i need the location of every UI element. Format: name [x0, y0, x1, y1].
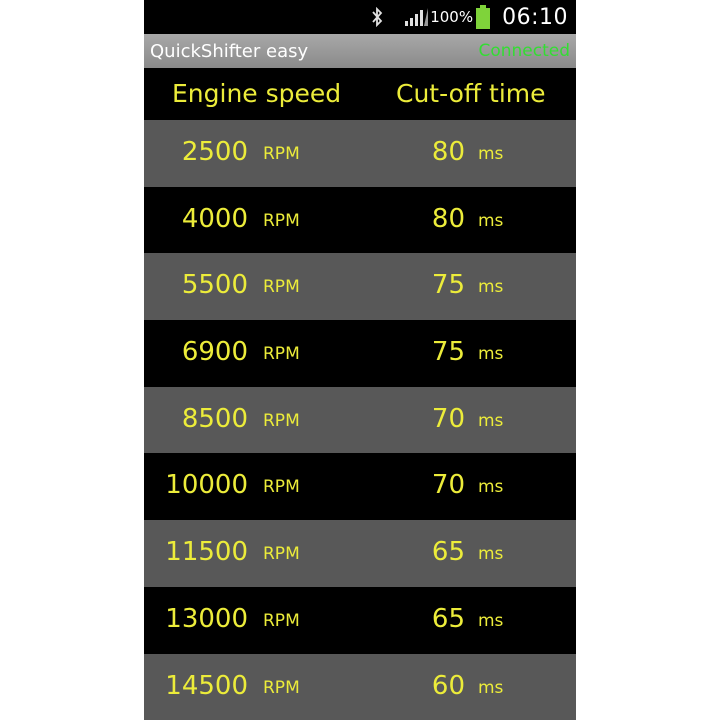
rpm-unit: RPM	[263, 610, 300, 631]
cutoff-value: 60	[431, 670, 465, 701]
rpm-unit: RPM	[263, 677, 300, 698]
rpm-unit: RPM	[263, 544, 300, 565]
cutoff-value: 65	[431, 537, 465, 568]
table-row[interactable]	[144, 520, 576, 587]
rpm-value: 4000	[181, 203, 248, 234]
shift-table	[144, 120, 576, 720]
app-title: QuickShifter easy	[150, 40, 309, 62]
battery-percent: 100%	[430, 8, 474, 26]
table-row[interactable]	[144, 253, 576, 320]
rpm-value: 11500	[165, 537, 248, 568]
table-row[interactable]	[144, 453, 576, 520]
ms-unit: ms	[478, 544, 504, 565]
table-row[interactable]	[144, 587, 576, 654]
cutoff-value: 70	[431, 470, 465, 501]
rpm-value: 6900	[181, 337, 248, 368]
ms-unit: ms	[478, 144, 504, 164]
ms-unit: ms	[478, 344, 504, 365]
rpm-value: 2500	[181, 137, 248, 167]
rpm-unit: RPM	[263, 477, 300, 498]
rpm-value: 5500	[181, 270, 248, 301]
battery-icon	[476, 5, 490, 29]
ms-unit: ms	[478, 610, 504, 631]
rpm-value: 10000	[165, 470, 248, 501]
engine-speed-header: Engine speed	[172, 79, 342, 108]
table-row[interactable]	[144, 120, 576, 187]
rpm-value: 8500	[181, 403, 248, 434]
rpm-unit: RPM	[263, 144, 300, 164]
cutoff-value: 75	[431, 270, 465, 301]
status-bar	[144, 0, 576, 34]
clock: 06:10	[502, 4, 568, 30]
bluetooth-icon	[370, 7, 384, 27]
rpm-unit: RPM	[263, 344, 300, 365]
rpm-unit: RPM	[263, 410, 300, 431]
ms-unit: ms	[478, 210, 504, 231]
cutoff-time-header: Cut-off time	[396, 79, 546, 108]
ms-unit: ms	[478, 277, 504, 298]
signal-icon	[404, 8, 428, 26]
table-row[interactable]	[144, 387, 576, 454]
ms-unit: ms	[478, 677, 504, 698]
ms-unit: ms	[478, 410, 504, 431]
cutoff-value: 65	[431, 603, 465, 634]
rpm-unit: RPM	[263, 277, 300, 298]
rpm-value: 13000	[165, 603, 248, 634]
table-row[interactable]	[144, 654, 576, 720]
cutoff-value: 70	[431, 403, 465, 434]
cutoff-value: 80	[431, 137, 465, 167]
table-row[interactable]	[144, 187, 576, 254]
cutoff-value: 80	[431, 203, 465, 234]
connection-status: Connected	[478, 41, 570, 61]
app-title-bar	[144, 34, 576, 68]
phone-screen	[144, 0, 576, 720]
ms-unit: ms	[478, 477, 504, 498]
rpm-unit: RPM	[263, 210, 300, 231]
table-row[interactable]	[144, 320, 576, 387]
rpm-value: 14500	[165, 670, 248, 701]
table-header	[144, 68, 576, 120]
cutoff-value: 75	[431, 337, 465, 368]
